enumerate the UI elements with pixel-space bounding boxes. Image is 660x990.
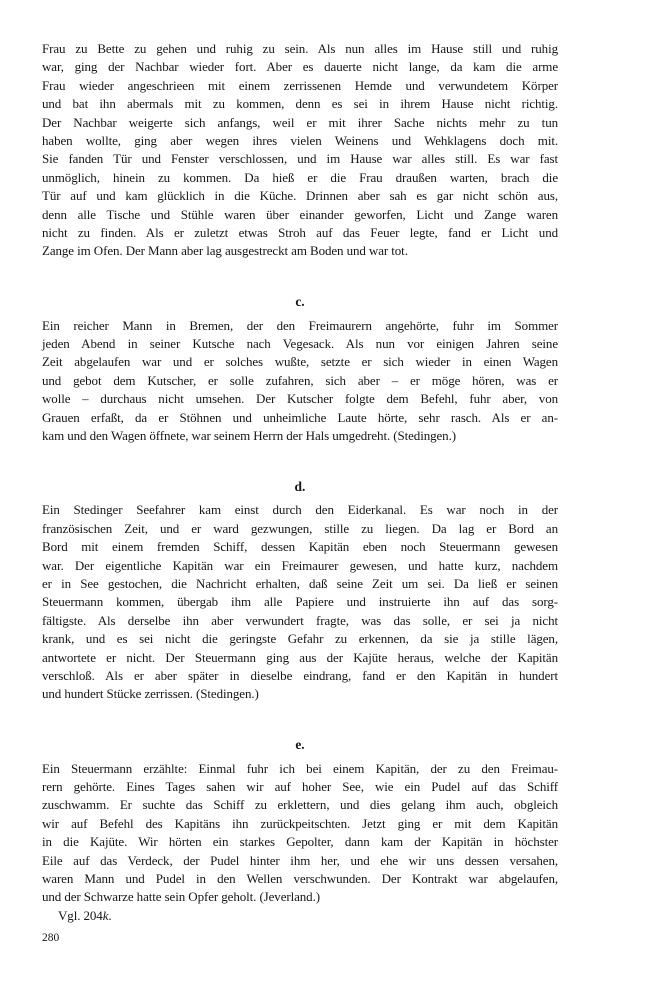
text-line: war. Der eigentliche Kapitän war ein Freimaurer gewesen, und hatte kurz, nachdem (42, 557, 558, 573)
text-line: kam und den Wagen öffnete, war seinem Herrn der Hals umgedreht. (Stedingen.) (42, 428, 456, 444)
story-d (42, 501, 558, 703)
text-line: waren Mann und Pudel in den Wellen verschwunden. Der Kontrakt war abgelaufen, (42, 871, 558, 887)
text-line: Zeit abgelaufen war und er solches wußte, setzte er sich wieder in einen Wagen (42, 354, 558, 370)
text-line: zuschwamm. Er suchte das Schiff zu erklettern, und dies gelang ihm auch, obgleich (42, 797, 558, 813)
text-line: nicht zu finden. Als er zuletzt etwas Stroh auf das Feuer legte, fand er Licht und (42, 225, 558, 241)
document-page (42, 40, 558, 925)
text-line: haben wollte, ging aber wegen ihres vielen Weinens und Wehklagens doch mit. (42, 133, 558, 149)
text-line: Tür auf und kam glücklich in die Küche. Drinnen aber sah es gar nicht schön aus, (42, 188, 558, 204)
cross-reference: Vgl. 204k. (58, 907, 112, 923)
page-number: 280 (42, 932, 60, 944)
section-heading-d: d. (294, 478, 306, 494)
text-line: denn alle Tische und Stühle waren über einander geworfen, Licht und Zange waren (42, 206, 558, 222)
story-c (42, 317, 558, 446)
text-line: Ein Stedinger Seefahrer kam einst durch den Eiderkanal. Es war noch in der (42, 502, 558, 518)
text-line: und bat ihn abermals mit zu kommen, denn es sei in ihrem Hause nicht richtig. (42, 96, 558, 112)
text-line: Sie fanden Tür und Fenster verschlossen, und im Hause war alles still. Es war fast (42, 151, 558, 167)
text-line: und der Schwarze hatte sein Opfer geholt. (Jeverland.) (42, 889, 320, 905)
text-line: Ein Steuermann erzählte: Einmal fuhr ich bei einem Kapitän, der zu den Freimau- (42, 760, 558, 776)
text-line: er in See gestochen, die Nachricht erhalten, daß seine Zeit um sei. Da ließ er seinen (42, 575, 558, 591)
text-line: unmöglich, hinein zu kommen. Da hieß er die Frau draußen warten, brach die (42, 169, 558, 185)
text-line: Ein reicher Mann in Bremen, der den Freimaurern angehörte, fuhr im Sommer (42, 317, 558, 333)
section-heading-e: e. (295, 737, 305, 753)
text-line: Eile auf das Verdeck, der Pudel hinter ihm her, und ehe wir uns dessen versahen, (42, 852, 558, 868)
text-line: antwortete er nicht. Der Steuermann ging aus der Kajüte heraus, welche der Kapitän (42, 649, 558, 665)
story-b-continuation (42, 40, 558, 261)
text-line: und gebot dem Kutscher, er solle zufahren, sich aber – er möge hören, was er (42, 372, 558, 388)
text-line: wolle – durchaus nicht umsehen. Der Kutscher folgte dem Befehl, fuhr aber, von (42, 391, 558, 407)
text-line: Frau wieder angeschrieen mit einem zerrissenen Hemde und verwundetem Körper (42, 77, 558, 93)
text-line: krank, und es sei nicht die geringste Gefahr zu erkennen, da sie ja stille lägen, (42, 631, 558, 647)
text-line: französischen Zeit, und er ward gezwungen, stille zu liegen. Da lag er Bord an (42, 520, 558, 536)
text-line: in die Kajüte. Wir hörten ein starkes Gepolter, dann kam der Kapitän in höchster (42, 834, 558, 850)
text-line: und hundert Stücke zerrissen. (Stedingen.) (42, 686, 259, 702)
section-heading-c: c. (295, 294, 305, 310)
text-line: wir auf Befehl des Kapitäns ihn zurückpeitschten. Jetzt ging er mit dem Kapitän (42, 815, 558, 831)
text-line: Der Nachbar weigerte sich anfangs, weil er mit ihrer Sache nichts mehr zu tun (42, 114, 558, 130)
text-line: Steuermann kommen, übergab ihm alle Papiere und instruierte ihn auf das sorg- (42, 594, 558, 610)
text-line: Zange im Ofen. Der Mann aber lag ausgestreckt am Boden und war tot. (42, 243, 408, 259)
text-line: verschloß. Als er aber später in dieselbe eindrang, fand er den Kapitän in hundert (42, 667, 558, 683)
text-line: fältigste. Als derselbe ihn aber verwundert fragte, was das solle, er sei ja nicht (42, 612, 558, 628)
text-line: Grauen erfaßt, da er Stöhnen und unheimliche Laute hörte, sehr rasch. Als er an- (42, 409, 558, 425)
text-line: Bord mit einem fremden Schiff, dessen Kapitän eben noch Steuermann gewesen (42, 539, 558, 555)
text-line: jeden Abend in seiner Kutsche nach Vegesack. Als nun vor einigen Jahren seine (42, 336, 558, 352)
text-line: war, ging der Nachbar wieder fort. Aber es dauerte nicht lange, da kam die arme (42, 59, 558, 75)
text-line: rern gehörte. Eines Tages sahen wir auf hoher See, wie ein Pudel auf das Schiff (42, 778, 558, 794)
text-line: Frau zu Bette zu gehen und ruhig zu sein. Als nun alles im Hause still und ruhig (42, 41, 558, 56)
story-e (42, 760, 558, 907)
